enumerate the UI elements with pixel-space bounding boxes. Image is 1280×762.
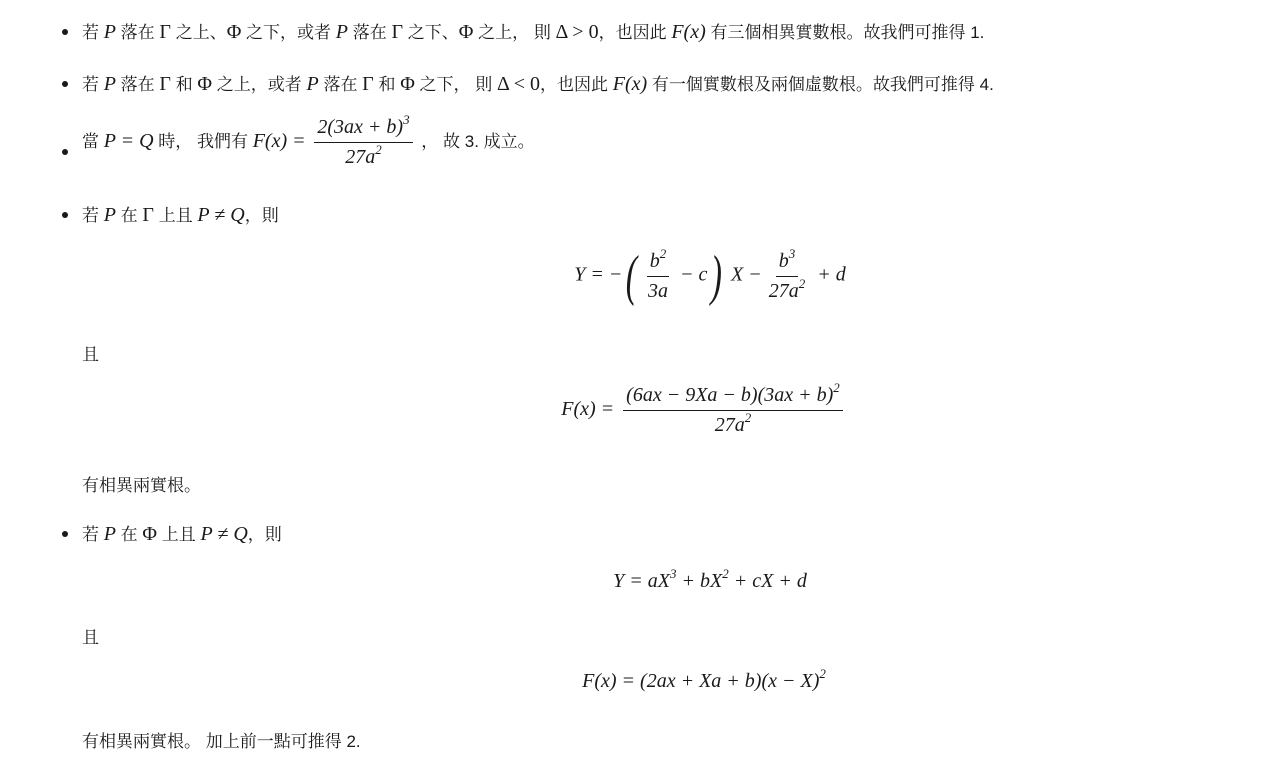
- math: F(x) =: [561, 398, 615, 421]
- fraction: [623, 380, 843, 437]
- text: 有一個實數根及兩個虛數根。故我們可推得 4.: [647, 75, 994, 94]
- list-item-1: [82, 18, 984, 44]
- bullet: [62, 149, 68, 155]
- denominator: 3a: [648, 279, 669, 302]
- equation-1: Y = −( $\frac{b^2}{3a}$ − c) X − $\frac{b^3}{27a^2}$ + d: [574, 245, 846, 307]
- math: Γ: [391, 21, 404, 43]
- bullet: [62, 81, 68, 87]
- math: Γ: [362, 73, 374, 95]
- text: 和: [170, 75, 198, 94]
- math: Φ: [400, 73, 415, 95]
- numerator: b: [778, 249, 789, 272]
- text: 落在: [115, 75, 160, 94]
- exponent: 3: [670, 566, 677, 581]
- list-item-3: [82, 112, 535, 169]
- text: 在: [115, 525, 143, 544]
- fraction: [314, 112, 412, 169]
- math: Φ: [458, 21, 474, 43]
- exponent: 2: [744, 410, 752, 425]
- math: Y = aX: [613, 570, 671, 592]
- math: F(x): [612, 73, 648, 95]
- math: + d: [817, 263, 846, 286]
- math: Φ: [142, 523, 158, 545]
- text: 落在: [318, 75, 363, 94]
- text: ，也因此: [540, 75, 613, 94]
- text: ， 故 3. 成立。: [421, 131, 535, 151]
- list-item-2: [82, 70, 994, 96]
- math: Δ < 0: [496, 73, 541, 95]
- math: P ≠ Q: [200, 523, 248, 545]
- exponent: 2: [659, 245, 667, 261]
- text: 若: [82, 75, 104, 94]
- math: Γ: [159, 73, 171, 95]
- text: 之下、: [403, 23, 459, 42]
- math: F(x) =: [252, 129, 306, 152]
- denominator: 27a: [345, 146, 376, 168]
- text: 有相異兩實根。 加上前一點可推得 2.: [82, 732, 361, 751]
- equation-2: [64, 380, 1280, 437]
- math: P: [306, 73, 319, 95]
- math: P: [103, 523, 116, 545]
- math: + cX + d: [728, 570, 807, 592]
- fraction: [766, 245, 809, 303]
- math: Φ: [226, 21, 242, 43]
- text: 上且: [153, 206, 198, 225]
- exponent: 3: [788, 245, 796, 261]
- text: 時， 我們有: [153, 131, 253, 151]
- fraction: [645, 245, 671, 303]
- math: P: [103, 204, 116, 226]
- text: 有相異兩實根。: [82, 476, 201, 495]
- text: ，則: [244, 206, 279, 225]
- numerator: (6ax − 9Xa − b)(3ax + b): [626, 384, 834, 406]
- equation-3: [70, 566, 1280, 593]
- math: F(x): [671, 21, 706, 43]
- text: 之上、: [170, 23, 227, 42]
- numerator: b: [649, 249, 660, 272]
- text: 之下，或者: [241, 23, 336, 42]
- text: 之上， 則: [473, 23, 556, 42]
- text: 在: [115, 206, 143, 225]
- math: Y = −: [574, 263, 623, 286]
- exponent: 2: [722, 566, 729, 581]
- text: 若: [82, 525, 104, 544]
- numerator: 2(3ax + b): [317, 116, 404, 138]
- text-and: 且: [82, 345, 99, 364]
- math: P ≠ Q: [197, 204, 245, 226]
- exponent: 2: [798, 275, 806, 291]
- math: − c: [680, 263, 708, 286]
- text: 上且: [157, 525, 201, 544]
- bullet: [62, 531, 68, 537]
- text: 當: [82, 131, 104, 151]
- text: 落在: [348, 23, 392, 42]
- math: P: [103, 21, 116, 43]
- bullet: [62, 212, 68, 218]
- exponent: 3: [403, 112, 410, 127]
- list-item-4: [82, 201, 279, 227]
- math: Γ: [142, 204, 154, 226]
- bullet: [62, 29, 68, 35]
- exponent: 2: [819, 666, 826, 681]
- text: 若: [82, 23, 104, 42]
- math: F(x) = (2ax + Xa + b)(x − X): [582, 670, 820, 692]
- list-item-5: [82, 520, 282, 546]
- equation-4: [64, 666, 1280, 693]
- text: 落在: [115, 23, 160, 42]
- text-and: 且: [82, 628, 99, 647]
- text: 有三個相異實數根。故我們可推得 1.: [705, 23, 985, 42]
- math: P: [103, 73, 116, 95]
- text: ，也因此: [598, 23, 672, 42]
- math: X −: [731, 263, 762, 286]
- text: 和: [373, 75, 401, 94]
- exponent: 2: [375, 142, 382, 157]
- denominator: 27a: [768, 279, 799, 302]
- math: P: [335, 21, 348, 43]
- math: Φ: [197, 73, 213, 95]
- math: Γ: [159, 21, 171, 43]
- text: 若: [82, 206, 104, 225]
- math: Δ > 0: [555, 21, 599, 43]
- math: P = Q: [103, 129, 154, 152]
- text: ，則: [247, 525, 282, 544]
- text: 之下， 則: [414, 75, 497, 94]
- math: + bX: [676, 570, 723, 592]
- exponent: 2: [833, 380, 840, 395]
- text: 之上，或者: [212, 75, 307, 94]
- denominator: 27a: [714, 414, 745, 436]
